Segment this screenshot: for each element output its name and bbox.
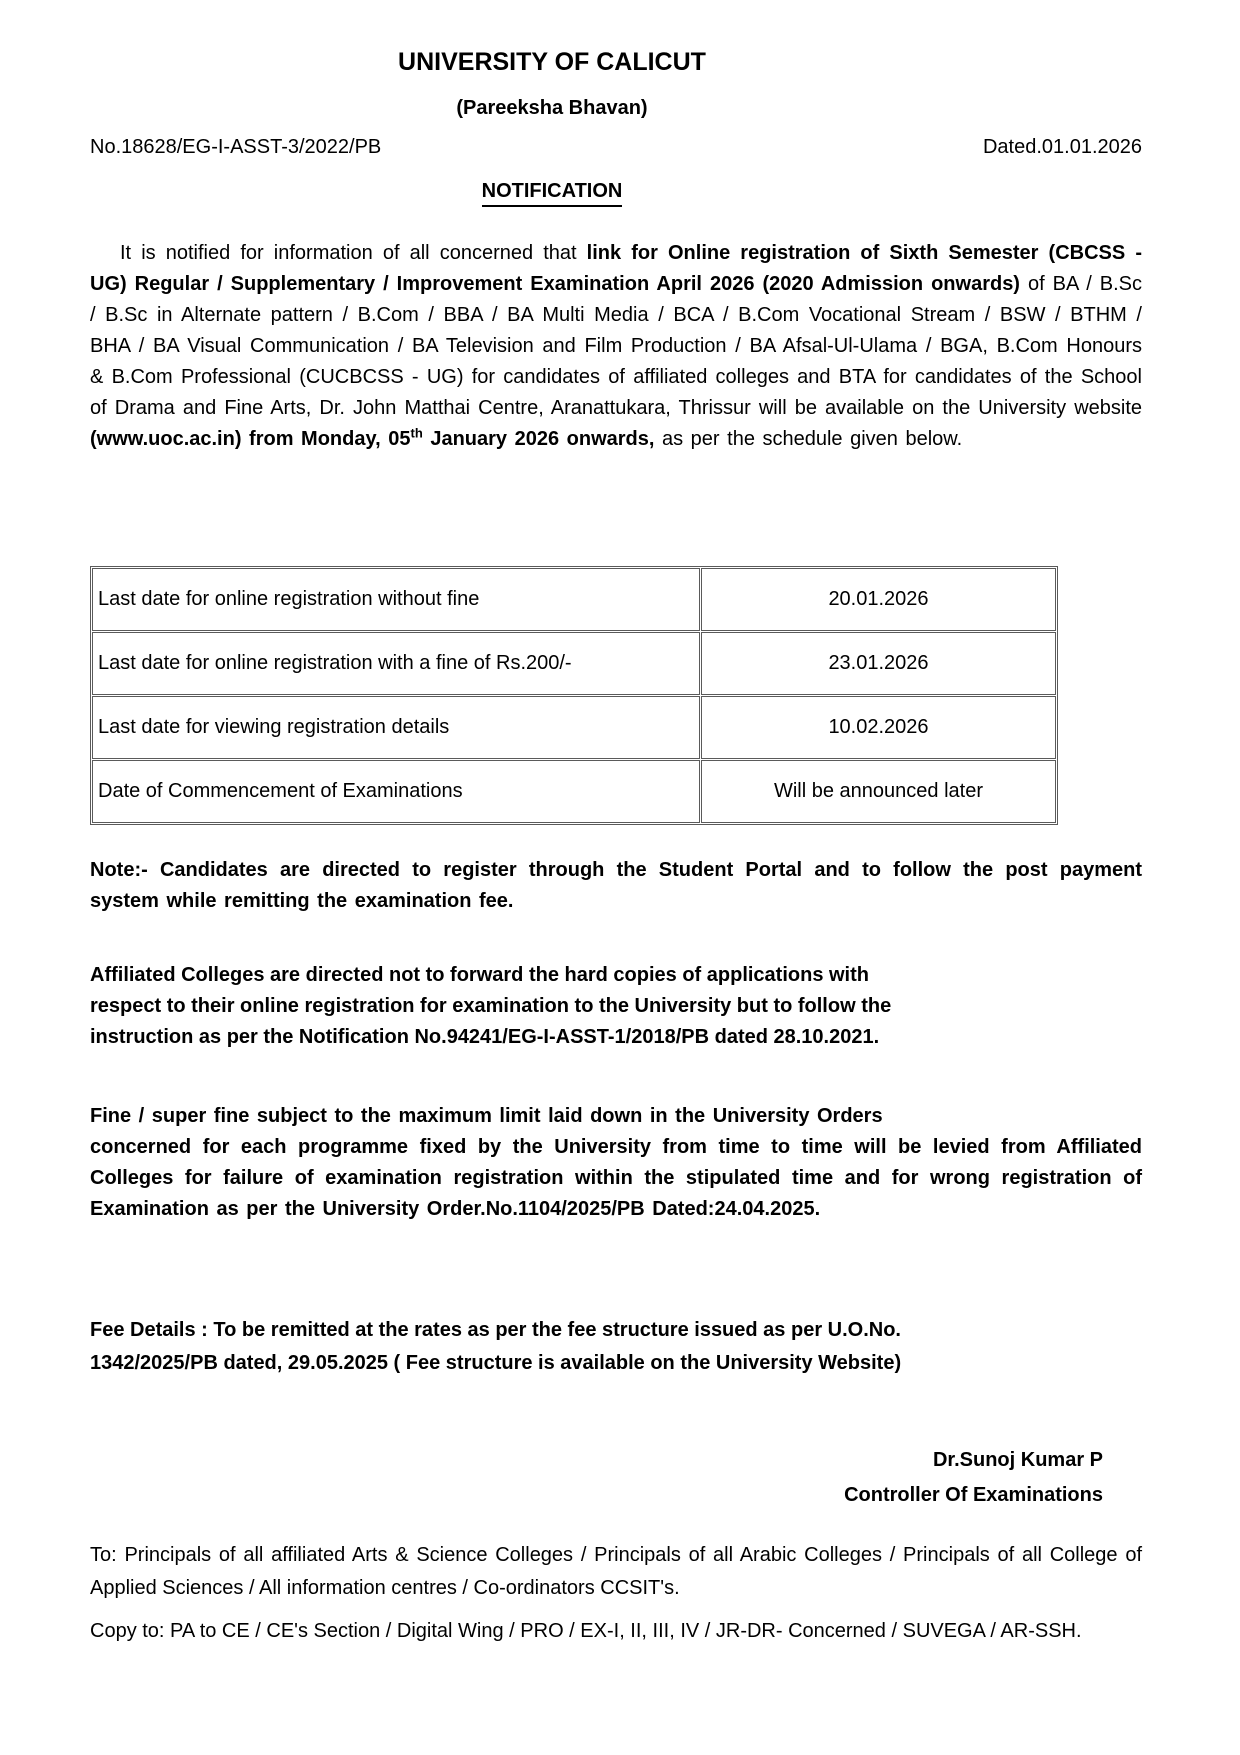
intro-run: of BA / B.Sc / B.Sc in Alternate pattern / B.Com / BBA / BA Multi Media / BCA / B.Com Vocational Stream / BSW / BTHM / BHA / BA Visual Communication / BA Television and Film Production / BA Afsal-Ul-Ulama / BGA, B.Com Honours & B.Com Professional (CUCBCSS - UG) for candidates of affiliated colleges and BTA for candidates of the School of Drama and Fine Arts, Dr. John Matthai Centre, Aranattukara, Thrissur will be available on the University website: [90, 273, 1142, 419]
schedule-table: [90, 566, 1058, 825]
affiliated-line: respect to their online registration for examination to the University but to follow the: [90, 995, 892, 1017]
note-paragraph: Note:- Candidates are directed to register through the Student Portal and to follow the post payment system while remitting the examination fee.: [90, 859, 1142, 912]
schedule-label: Last date for viewing registration details: [92, 696, 700, 759]
intro-run: It is notified for information of all concerned that: [120, 242, 587, 264]
intro-run: as per the schedule given below.: [654, 428, 963, 450]
schedule-label: Last date for online registration with a fine of Rs.200/-: [92, 632, 700, 695]
table-row: [92, 568, 1056, 631]
schedule-value: Will be announced later: [701, 760, 1056, 823]
dated-label: Dated.01.01.2026: [982, 136, 1142, 158]
schedule-value: 10.02.2026: [701, 696, 1056, 759]
fee-line: Fee Details : To be remitted at the rates as per the fee structure issued as per U.O.No.: [90, 1319, 901, 1341]
signatory-designation: Controller Of Examinations: [844, 1484, 1103, 1506]
ordinal-superscript: th: [410, 425, 423, 441]
schedule-label: Last date for online registration without fine: [92, 568, 700, 631]
fee-paragraph: [90, 1314, 1142, 1380]
intro-run-bold: link for Online registration of Sixth Semester (CBCSS - UG) Regular / Supplementary / Improvement Examination April 2026 (2020 Admission onwards): [90, 242, 1142, 295]
bhavan-subtitle: (Pareeksha Bhavan): [456, 97, 648, 119]
fine-paragraph: [90, 1101, 1142, 1225]
affiliated-line: instruction as per the Notification No.94241/EG-I-ASST-1/2018/PB dated 28.10.2021.: [90, 1026, 880, 1048]
affiliated-line: Affiliated Colleges are directed not to forward the hard copies of applications with: [90, 964, 869, 986]
copy-paragraph: Copy to: PA to CE / CE's Section / Digital Wing / PRO / EX-I, II, III, IV / JR-DR- Concerned / SUVEGA / AR-SSH.: [90, 1620, 1082, 1642]
schedule-value: 20.01.2026: [701, 568, 1056, 631]
reference-number: No.18628/EG-I-ASST-3/2022/PB: [90, 136, 382, 158]
intro-paragraph: [90, 238, 1142, 455]
signature-block: [90, 1443, 1142, 1513]
table-row: [92, 632, 1056, 695]
fine-line-rest: concerned for each programme fixed by the University from time to time will be levied from Affiliated Colleges for failure of examination registration within the stipulated time and for wrong registration of Examination as per the University Order.No.1104/2025/PB Dated:24.04.2025.: [90, 1136, 1142, 1220]
intro-run-bold: January 2026 onwards,: [422, 428, 655, 450]
university-title: UNIVERSITY OF CALICUT: [398, 48, 706, 76]
table-row: [92, 696, 1056, 759]
notification-heading-row: [90, 178, 1014, 207]
signatory-name: Dr.Sunoj Kumar P: [932, 1449, 1103, 1471]
reference-row: [90, 135, 1142, 159]
to-paragraph: To: Principals of all affiliated Arts & Science Colleges / Principals of all Arabic Colleges / Principals of all College of Applied Sciences / All information centres / Co-ordinators CCSIT's.: [90, 1544, 1142, 1599]
schedule-label: Date of Commencement of Examinations: [92, 760, 700, 823]
fine-line-1: Fine / super fine subject to the maximum limit laid down in the University Orders: [90, 1105, 883, 1127]
intro-run-bold: (www.uoc.ac.in) from Monday, 05: [90, 428, 411, 450]
table-row: [92, 760, 1056, 823]
fee-line: 1342/2025/PB dated, 29.05.2025 ( Fee structure is available on the University Website): [90, 1352, 902, 1374]
notification-heading: NOTIFICATION: [482, 178, 623, 207]
schedule-value: 23.01.2026: [701, 632, 1056, 695]
affiliated-paragraph: [90, 960, 1142, 1053]
